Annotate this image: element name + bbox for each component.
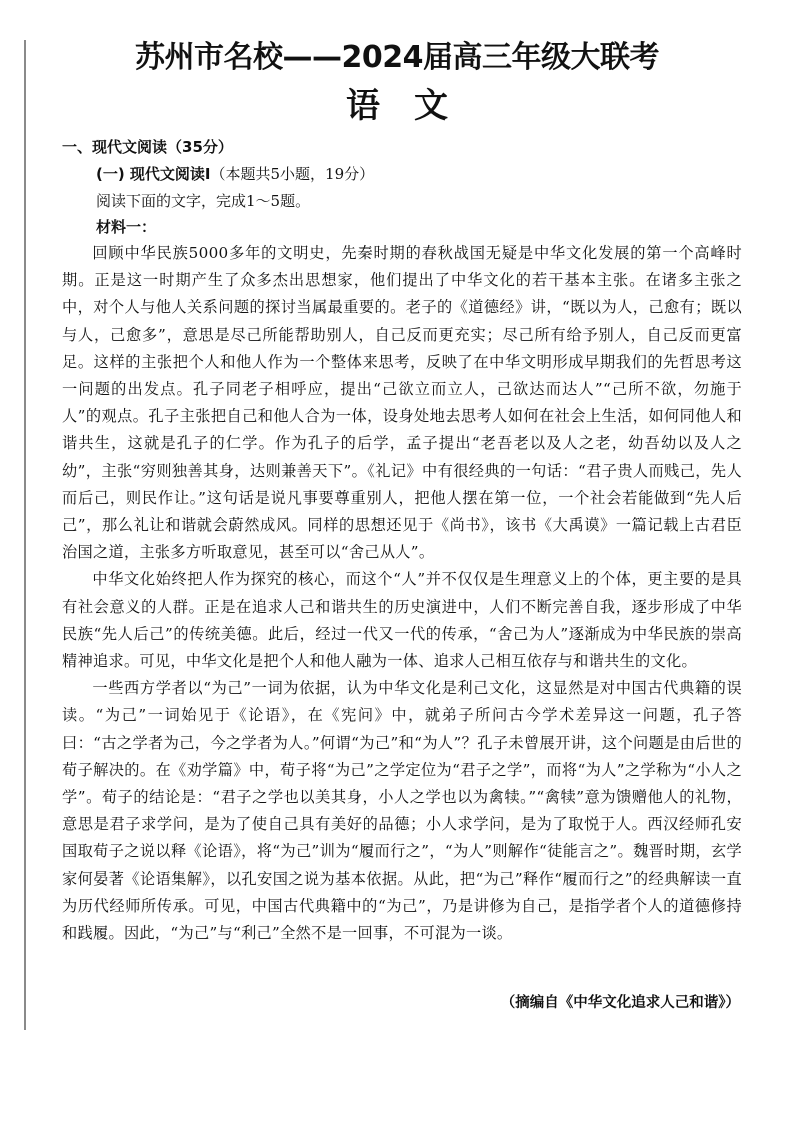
- exam-title: 苏州市名校——2024届高三年级大联考: [135, 40, 659, 75]
- material-label: 材料一：: [96, 218, 157, 236]
- article-paragraph-2: 中华文化始终把人作为探究的核心，而这个“人”并不仅仅是生理意义上的个体，更主要的是具有社会意义的人群。正是在追求人己和谐共生的历史演进中，人们不断完善自我，逐步形成了中华民族“先人后己”的传统美德。此后，经过一代又一代的传承，“舍己为人”逐渐成为中华民族的崇高精神追求。可见，中华文化是把个人和他人融为一体、追求人己相互依存与和谐共生的文化。: [62, 570, 742, 671]
- part-title: (一) 现代文阅读Ⅰ: [96, 165, 211, 183]
- section-heading: 一、现代文阅读（35分）: [62, 138, 233, 156]
- subject-title: 语文: [346, 86, 482, 126]
- source-citation: （摘编自《中华文化追求人己和谐》）: [500, 995, 740, 1011]
- reading-instruction: 阅读下面的文字，完成1～5题。: [96, 192, 311, 210]
- page-binding-edge: [24, 40, 26, 1030]
- part-heading: [96, 163, 374, 185]
- article-body: [62, 240, 742, 947]
- part-note: （本题共5小题，19分）: [210, 165, 375, 183]
- article-paragraph-1: 回顾中华民族5000多年的文明史，先秦时期的春秋战国无疑是中华文化发展的第一个高峰时期。正是这一时期产生了众多杰出思想家，他们提出了中华文化的若干基本主张。在诸多主张之中，对个人与他人关系问题的探讨当属最重要的。老子的《道德经》讲，“既以为人，己愈有；既以与人，己愈多”，意思是尽己所能帮助别人，自己反而更充实；尽己所有给予别人，自己反而更富足。这样的主张把个人和他人作为一个整体来思考，反映了在中华文明形成早期我们的先哲思考这一问题的出发点。孔子同老子相呼应，提出“己欲立而立人，己欲达而达人”“己所不欲，勿施于人”的观点。孔子主张把自己和他人合为一体，设身处地去思考人如何在社会上生活，如何同他人和谐共生，这就是孔子的仁学。作为孔子的后学，孟子提出“老吾老以及人之老，幼吾幼以及人之幼”，主张“穷则独善其身，达则兼善天下”。《礼记》中有很经典的一句话：“君子贵人而贱己，先人而后己，则民作让。”这句话是说凡事要尊重别人，把他人摆在第一位，一个社会若能做到“先人后己”，那么礼让和谐就会蔚然成风。同样的思想还见于《尚书》，该书《大禹谟》一篇记载上古君臣治国之道，主张多方听取意见，甚至可以“舍己从人”。: [62, 244, 742, 562]
- article-paragraph-3: 一些西方学者以“为己”一词为依据，认为中华文化是利己文化，这显然是对中国古代典籍的误读。“为己”一词始见于《论语》，在《宪问》中，就弟子所问古今学术差异这一问题，孔子答曰：“古之学者为己，今之学者为人。”何谓“为己”和“为人”？孔子未曾展开讲，这个问题是由后世的荀子解决的。在《劝学篇》中，荀子将“为己”之学定位为“君子之学”，而将“为人”之学称为“小人之学”。荀子的结论是：“君子之学也以美其身，小人之学也以为禽犊。”“禽犊”意为馈赠他人的礼物，意思是君子求学问，是为了使自己具有美好的品德；小人求学问，是为了取悦于人。西汉经师孔安国取荀子之说以释《论语》，将“为己”训为“履而行之”，“为人”则解作“徒能言之”。魏晋时期，玄学家何晏著《论语集解》，以孔安国之说为基本依据。从此，把“为己”释作“履而行之”的经典解读一直为历代经师所传承。可见，中国古代典籍中的“为己”，乃是讲修为自己，是指学者个人的道德修持和践履。因此，“为己”与“利己”全然不是一回事，不可混为一谈。: [62, 679, 742, 943]
